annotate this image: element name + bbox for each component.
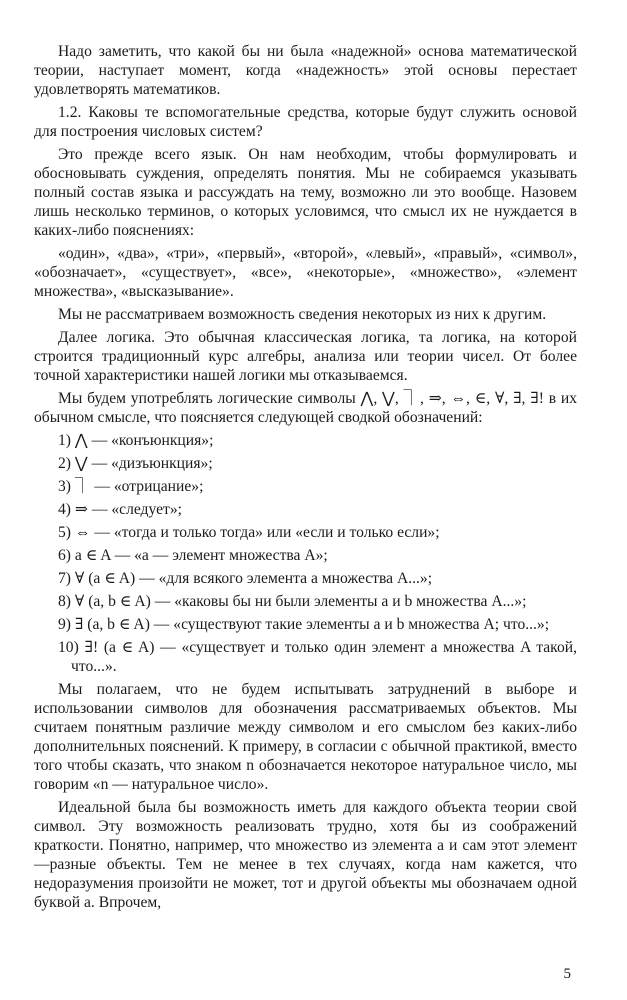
paragraph-symbol-meaning: Мы полагаем, что не будем испытывать затруднений в выборе и использовании символов для обозначения рассматриваемых объектов. Мы считаем понятным различие между символом и его смыслом без каких-либо дополнительных пояснений. К примеру, в согласии с обычной практикой, вместо того чтобы сказать, что знаком n обозначается некоторое натуральное число, мы говорим «n — натуральное число».	[34, 681, 577, 793]
page-number: 5	[563, 966, 571, 982]
list-item: 3) ⏋ — «отрицание»;	[58, 478, 204, 495]
paragraph-language: Это прежде всего язык. Он нам необходим, чтобы формулировать и обосновывать суждения, определять понятия. Мы не собираемся указывать полный состав языка и рассуждать на тему, возможно ли это вообще. Назовем лишь несколько терминов, о которых условимся, что смысл их не нуждается в каких-либо пояснениях:	[34, 146, 577, 239]
list-item: 6) a ∈ A — «a — элемент множества A»;	[58, 547, 328, 564]
list-item: 10) ∃! (a ∈ A) — «существует и только один элемент a множества A такой, что...».	[58, 639, 577, 675]
list-item: 2) ⋁ — «дизъюнкция»;	[58, 455, 213, 472]
list-item: 4) ⇒ — «следует»;	[58, 501, 182, 518]
paragraph-reduction: Мы не рассматриваем возможность сведения некоторых из них к другим.	[58, 306, 547, 323]
paragraph-logic: Далее логика. Это обычная классическая логика, та логика, на которой строится традиционный курс алгебры, анализа или теории чисел. От более точной характеристики нашей логики мы отказываемся.	[34, 329, 577, 384]
paragraph-ideal: Идеальной была бы возможность иметь для каждого объекта теории свой символ. Эту возможность реализовать трудно, хотя бы из соображений краткости. Понятно, например, что множество из элемента a и сам этот элемент—разные объекты. Тем не менее в тех случаях, когда нам кажется, что недоразумения произойти не может, тот и другой объекты мы обозначаем одной буквой a. Впрочем,	[34, 799, 577, 911]
section-question: 1.2. Каковы те вспомогательные средства, которые будут служить основой для построения числовых систем?	[34, 104, 577, 140]
paragraph-symbols: Мы будем употреблять логические символы ⋀, ⋁, ⏋, ⇒, ⇔, ∈, ∀, ∃, ∃! в их обычном смысле, что поясняется следующей сводкой обозначений:	[34, 390, 577, 426]
paragraph-terms: «один», «два», «три», «первый», «второй», «левый», «правый», «символ», «обозначает», «существует», «все», «некоторые», «множество», «элемент множества», «высказывание».	[34, 245, 577, 300]
list-item: 9) ∃ (a, b ∈ A) — «существуют такие элементы a и b множества A; что...»;	[58, 616, 550, 633]
list-item: 8) ∀ (a, b ∈ A) — «каковы бы ни были элементы a и b множества A...»;	[58, 593, 527, 610]
list-item: 5) ⇔ — «тогда и только тогда» или «если и только если»;	[58, 524, 440, 541]
list-item: 7) ∀ (a ∈ A) — «для всякого элемента a множества A...»;	[58, 570, 433, 587]
paragraph-intro: Надо заметить, что какой бы ни была «надежной» основа математической теории, наступает момент, когда «надежность» этой основы перестает удовлетворять математиков.	[34, 43, 577, 98]
list-item: 1) ⋀ — «конъюнкция»;	[58, 432, 214, 449]
